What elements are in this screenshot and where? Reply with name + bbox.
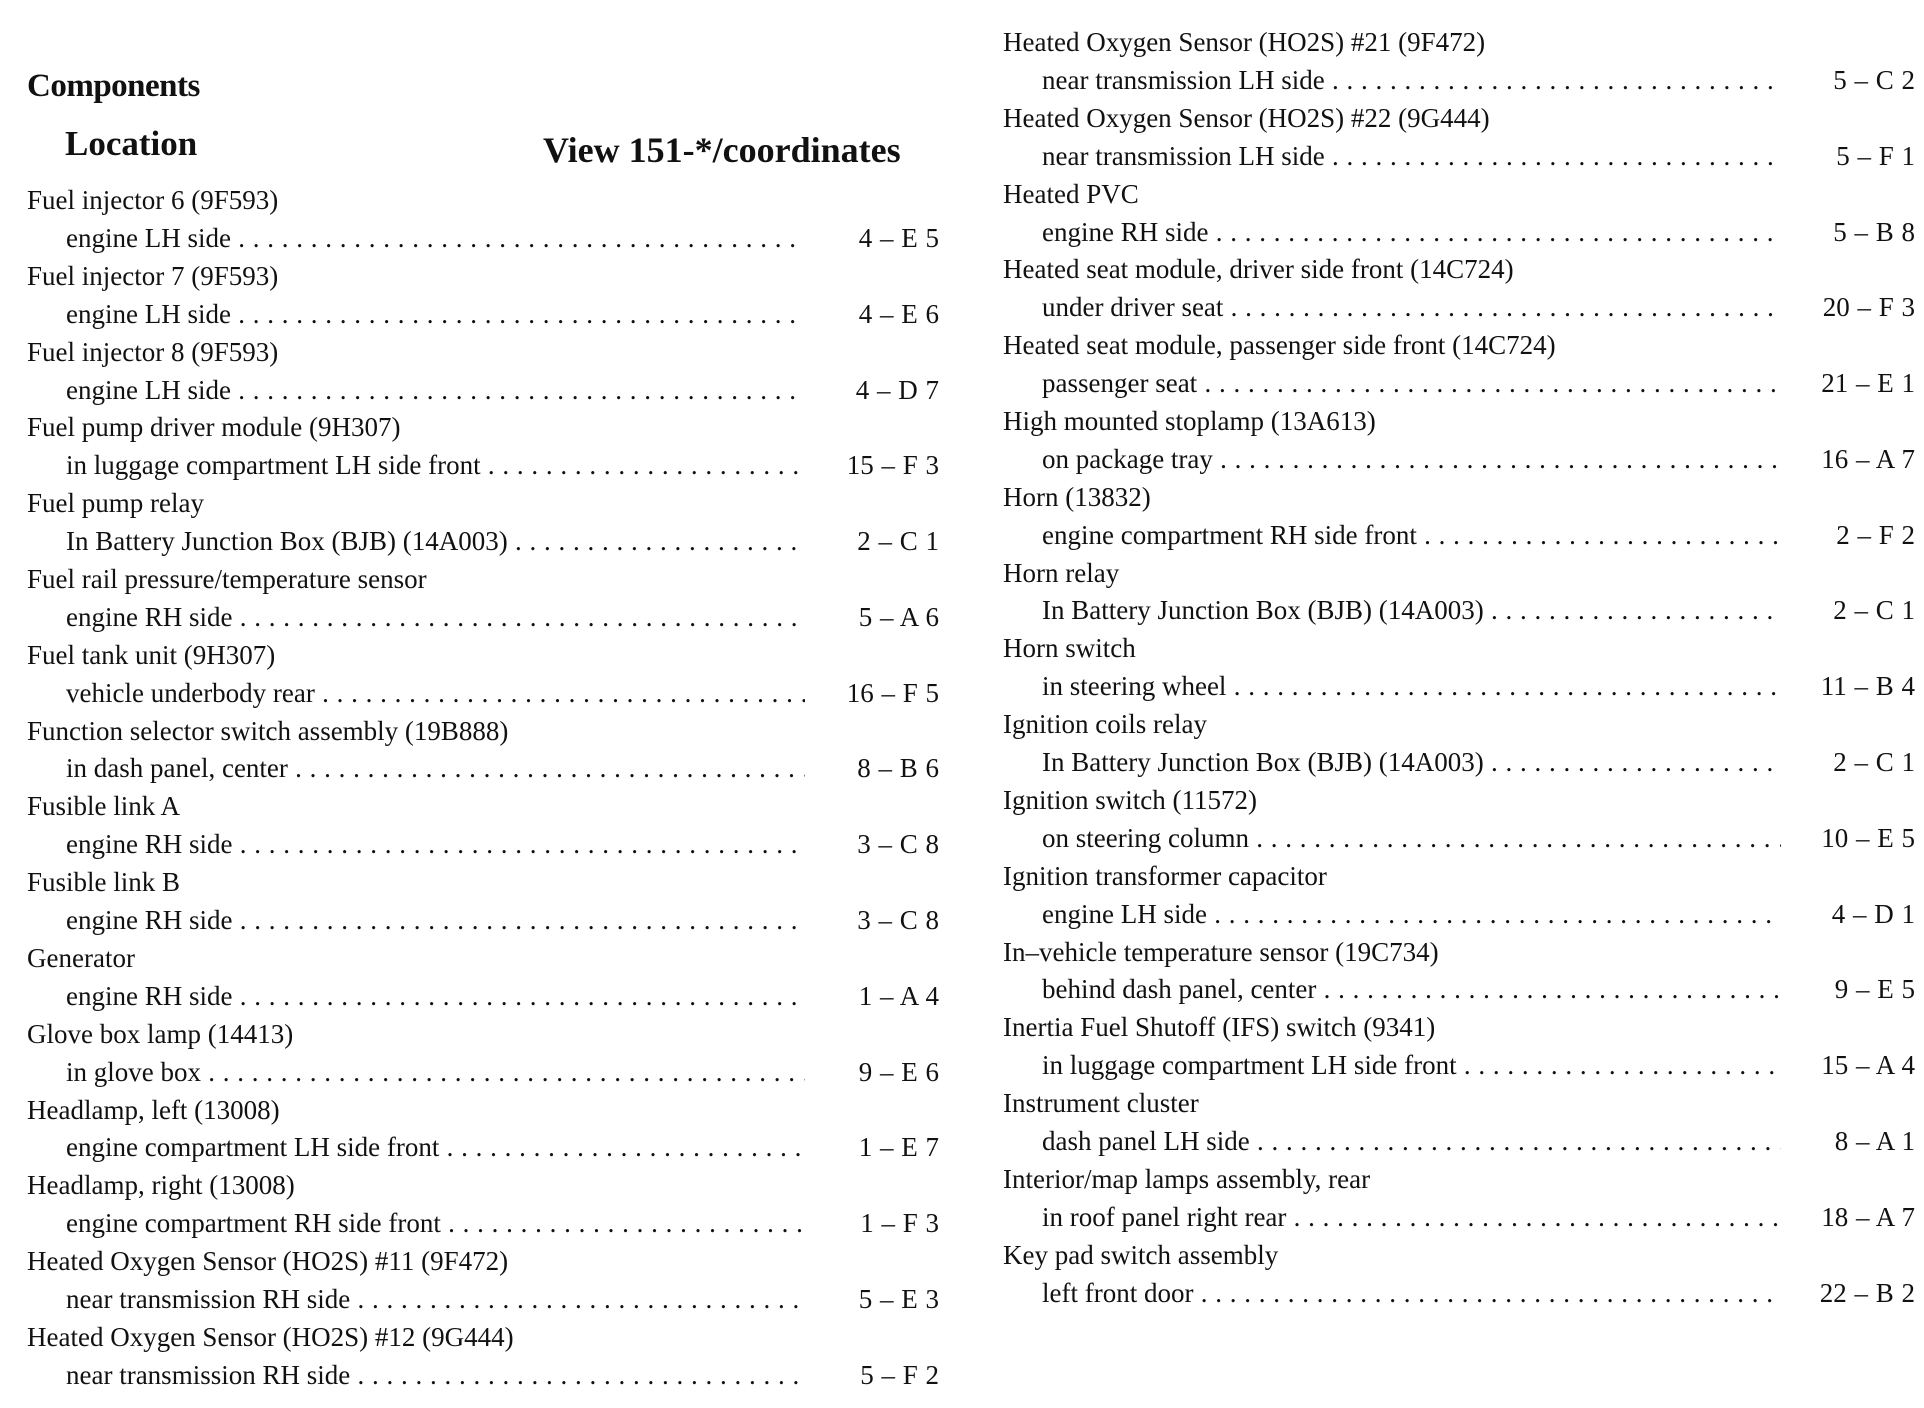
component-coordinates: 15 – A 4: [1821, 1050, 1915, 1081]
component-location-line: [27, 978, 939, 1016]
component-name: Function selector switch assembly (19B888): [27, 715, 509, 746]
component-entry: [27, 788, 939, 864]
component-entry: [27, 1243, 939, 1319]
component-coordinates: 3 – C 8: [857, 905, 939, 936]
component-name: Fuel rail pressure/temperature sensor: [27, 563, 427, 594]
component-location: near transmission RH side . . .: [66, 1281, 805, 1319]
component-entry: [1003, 858, 1915, 934]
component-entry: [27, 713, 939, 789]
component-location: behind dash panel, center . . .: [1042, 971, 1781, 1009]
component-entry: [1003, 706, 1915, 782]
component-location: dash panel LH side . . .: [1042, 1123, 1781, 1161]
component-location: engine RH side . . .: [1042, 214, 1781, 252]
component-entry: [1003, 251, 1915, 327]
component-entry: [1003, 100, 1915, 176]
component-coordinates: 18 – A 7: [1821, 1201, 1915, 1232]
component-entry: [1003, 630, 1915, 706]
component-name: Headlamp, left (13008): [27, 1094, 280, 1125]
component-coordinates: 2 – C 1: [1833, 595, 1915, 626]
component-entry: [1003, 555, 1915, 631]
component-coordinates: 16 – F 5: [846, 677, 939, 708]
component-location-line: [1003, 441, 1915, 479]
component-name: Fuel tank unit (9H307): [27, 639, 276, 670]
component-location-line: [27, 1357, 939, 1395]
component-location-line: [27, 826, 939, 864]
component-coordinates: 11 – B 4: [1820, 671, 1915, 702]
component-entry: [27, 334, 939, 410]
component-name: High mounted stoplamp (13A613): [1003, 405, 1376, 436]
component-location-line: [27, 599, 939, 637]
component-coordinates: 22 – B 2: [1819, 1277, 1915, 1308]
component-entry: [27, 485, 939, 561]
component-name: Glove box lamp (14413): [27, 1018, 294, 1049]
component-entry: [27, 561, 939, 637]
component-coordinates: 8 – B 6: [857, 753, 939, 784]
component-name: Heated Oxygen Sensor (HO2S) #11 (9F472): [27, 1246, 509, 1277]
component-name: Heated seat module, passenger side front (14C724): [1003, 330, 1556, 361]
component-location-line: [27, 523, 939, 561]
component-location-line: [1003, 820, 1915, 858]
component-location-line: [27, 675, 939, 713]
component-coordinates: 5 – B 8: [1833, 216, 1915, 247]
component-name: Instrument cluster: [1003, 1088, 1199, 1119]
component-entry: [1003, 1009, 1915, 1085]
component-location: engine RH side . . .: [66, 978, 805, 1016]
component-location: on steering column . . .: [1042, 820, 1781, 858]
component-coordinates: 5 – E 3: [858, 1284, 939, 1315]
component-entry: [1003, 934, 1915, 1010]
component-entry: [27, 1167, 939, 1243]
component-entry: [1003, 403, 1915, 479]
component-location: engine RH side . . .: [66, 599, 805, 637]
component-coordinates: 9 – E 6: [858, 1056, 939, 1087]
component-coordinates: 5 – F 1: [1836, 140, 1915, 171]
component-entry: [1003, 176, 1915, 252]
component-location-line: [1003, 62, 1915, 100]
component-name: Generator: [27, 942, 135, 973]
component-name: Heated seat module, driver side front (14C724): [1003, 254, 1514, 285]
component-entry: [1003, 479, 1915, 555]
component-entry: [1003, 1085, 1915, 1161]
component-location: near transmission RH side . . .: [66, 1357, 805, 1395]
component-location-line: [27, 902, 939, 940]
component-name: Headlamp, right (13008): [27, 1170, 295, 1201]
component-location: engine LH side . . .: [66, 296, 805, 334]
component-coordinates: 21 – E 1: [1821, 368, 1915, 399]
component-location: engine LH side . . .: [66, 220, 805, 258]
component-coordinates: 4 – E 6: [858, 298, 939, 329]
component-location: engine RH side . . .: [66, 902, 805, 940]
component-location-line: [27, 1281, 939, 1319]
component-name: In–vehicle temperature sensor (19C734): [1003, 936, 1439, 967]
component-entry: [1003, 327, 1915, 403]
component-coordinates: 20 – F 3: [1822, 292, 1915, 323]
location-column-header: Location: [65, 124, 198, 163]
component-location: near transmission LH side . . .: [1042, 138, 1781, 176]
component-entry: [27, 182, 939, 258]
component-name: Ignition switch (11572): [1003, 784, 1257, 815]
component-coordinates: 9 – E 5: [1834, 974, 1915, 1005]
component-location: In Battery Junction Box (BJB) (14A003) . . .: [66, 523, 805, 561]
component-name: Ignition coils relay: [1003, 709, 1207, 740]
view-coordinates-column-header: View 151-*/coordinates: [543, 130, 901, 170]
component-location: in luggage compartment LH side front . . .: [66, 447, 805, 485]
component-location-line: [27, 372, 939, 410]
component-coordinates: 16 – A 7: [1821, 443, 1915, 474]
component-location: engine compartment RH side front . . .: [66, 1205, 805, 1243]
component-coordinates: 8 – A 1: [1834, 1126, 1915, 1157]
component-location: in luggage compartment LH side front . . .: [1042, 1047, 1781, 1085]
component-name: Heated Oxygen Sensor (HO2S) #21 (9F472): [1003, 27, 1486, 57]
component-name: Inertia Fuel Shutoff (IFS) switch (9341): [1003, 1012, 1436, 1043]
component-location-line: [1003, 971, 1915, 1009]
component-entry: [1003, 1161, 1915, 1237]
component-coordinates: 1 – E 7: [858, 1132, 939, 1163]
component-name: Horn (13832): [1003, 481, 1151, 512]
component-name: Ignition transformer capacitor: [1003, 860, 1327, 891]
component-location: engine RH side . . .: [66, 826, 805, 864]
component-coordinates: 1 – F 3: [860, 1208, 939, 1239]
component-name: Fuel injector 8 (9F593): [27, 336, 279, 367]
component-location-line: [1003, 517, 1915, 555]
component-coordinates: 5 – C 2: [1833, 64, 1915, 95]
component-location-line: [1003, 1275, 1915, 1313]
component-name: Heated Oxygen Sensor (HO2S) #12 (9G444): [27, 1321, 514, 1352]
component-location: in steering wheel . . .: [1042, 668, 1781, 706]
component-location: engine LH side . . .: [66, 372, 805, 410]
component-entry: [1003, 1237, 1915, 1313]
component-name: Fuel injector 7 (9F593): [27, 260, 279, 291]
component-name: Heated Oxygen Sensor (HO2S) #22 (9G444): [1003, 102, 1490, 133]
component-coordinates: 4 – D 7: [855, 374, 939, 405]
component-name: Fusible link A: [27, 791, 181, 822]
component-location-line: [1003, 1123, 1915, 1161]
component-location-line: [1003, 744, 1915, 782]
component-coordinates: 2 – C 1: [1833, 747, 1915, 778]
component-location: in dash panel, center . . .: [66, 750, 805, 788]
component-location-line: [1003, 592, 1915, 630]
component-location: in glove box . . .: [66, 1054, 805, 1092]
component-location: vehicle underbody rear . . .: [66, 675, 805, 713]
component-coordinates: 2 – F 2: [1836, 519, 1915, 550]
component-name: Horn switch: [1003, 633, 1136, 664]
component-name: Interior/map lamps assembly, rear: [1003, 1163, 1371, 1194]
component-coordinates: 2 – C 1: [857, 526, 939, 557]
component-location: engine LH side . . .: [1042, 896, 1781, 934]
component-coordinates: 10 – E 5: [1821, 822, 1915, 853]
section-title: Components: [27, 68, 200, 104]
component-name: Heated PVC: [1003, 178, 1139, 209]
component-location: on package tray . . .: [1042, 441, 1781, 479]
component-location: under driver seat . . .: [1042, 289, 1781, 327]
component-coordinates: 1 – A 4: [858, 980, 939, 1011]
component-location-line: [1003, 1199, 1915, 1237]
component-location-line: [1003, 668, 1915, 706]
component-coordinates: 4 – D 1: [1831, 898, 1915, 929]
component-name: Fuel pump driver module (9H307): [27, 412, 401, 443]
component-entry: [1003, 24, 1915, 100]
component-name: Horn relay: [1003, 557, 1120, 588]
component-location: near transmission LH side . . .: [1042, 62, 1781, 100]
component-entry: [1003, 782, 1915, 858]
component-entry: [27, 409, 939, 485]
component-location: left front door . . .: [1042, 1275, 1781, 1313]
component-location: In Battery Junction Box (BJB) (14A003) . . .: [1042, 592, 1781, 630]
component-location-line: [27, 220, 939, 258]
component-coordinates: 5 – A 6: [858, 601, 939, 632]
component-location-line: [1003, 896, 1915, 934]
component-location: in roof panel right rear . . .: [1042, 1199, 1781, 1237]
component-entry: [27, 864, 939, 940]
component-entry: [27, 637, 939, 713]
component-name: Fusible link B: [27, 867, 181, 898]
component-list-left: [27, 182, 939, 1395]
component-location-line: [27, 447, 939, 485]
component-coordinates: 5 – F 2: [860, 1359, 939, 1390]
component-location-line: [27, 1129, 939, 1167]
component-location-line: [1003, 214, 1915, 252]
component-list-right: [1003, 24, 1915, 1313]
component-location-line: [1003, 1047, 1915, 1085]
component-coordinates: 15 – F 3: [846, 450, 939, 481]
component-entry: [27, 940, 939, 1016]
component-location-line: [27, 1205, 939, 1243]
component-entry: [27, 1319, 939, 1395]
component-location-line: [27, 296, 939, 334]
component-location: engine compartment RH side front . . .: [1042, 517, 1781, 555]
component-coordinates: 4 – E 5: [858, 222, 939, 253]
component-location: In Battery Junction Box (BJB) (14A003) . . .: [1042, 744, 1781, 782]
component-location-line: [27, 750, 939, 788]
component-entry: [27, 1016, 939, 1092]
component-location-line: [1003, 138, 1915, 176]
component-name: Fuel injector 6 (9F593): [27, 185, 279, 215]
component-entry: [27, 1092, 939, 1168]
component-location-line: [1003, 365, 1915, 403]
component-location: passenger seat . . .: [1042, 365, 1781, 403]
component-location: engine compartment LH side front . . .: [66, 1129, 805, 1167]
component-name: Key pad switch assembly: [1003, 1239, 1279, 1270]
component-location-line: [1003, 289, 1915, 327]
component-name: Fuel pump relay: [27, 488, 204, 519]
component-coordinates: 3 – C 8: [857, 829, 939, 860]
component-entry: [27, 258, 939, 334]
component-location-line: [27, 1054, 939, 1092]
